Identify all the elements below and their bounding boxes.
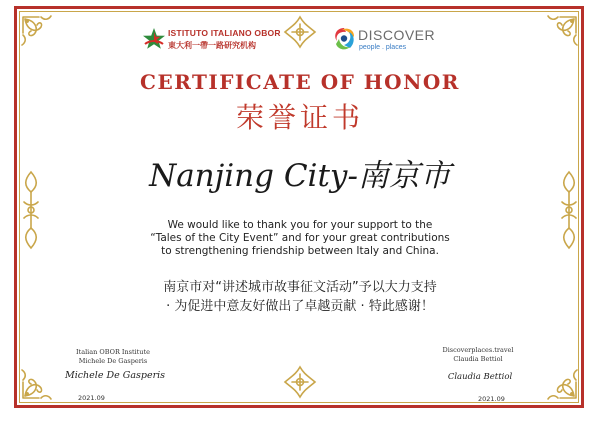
body-cn-line: 南京市对“讲述城市故事征文活动”予以大力支持 <box>163 280 437 295</box>
body-text-chinese <box>80 278 520 316</box>
corner-ornament-top-right <box>540 13 580 53</box>
signature-right: Claudia Bettiol <box>447 372 513 382</box>
date-left: 2021.09 <box>78 394 105 402</box>
body-text-english <box>120 219 480 258</box>
body-en-line: We would like to thank you for your support to the <box>167 219 433 231</box>
obor-star-icon <box>142 27 166 51</box>
certificate-title-english: CERTIFICATE OF HONOR <box>140 70 460 94</box>
discover-logo <box>332 25 452 55</box>
obor-name-chinese: 東大利一帶一路研究机构 <box>168 41 256 50</box>
body-cn-line: · 为促进中意友好做出了卓越贡献 · 特此感谢！ <box>166 299 434 314</box>
corner-ornament-top-left <box>19 13 59 53</box>
signatory-right-name: Claudia Bettiol <box>453 354 503 363</box>
bottom-center-ornament <box>282 364 318 400</box>
signatory-left-name: Michele De Gasperis <box>78 356 148 365</box>
discover-name: DISCOVER <box>358 27 436 43</box>
certificate-title-chinese: 荣誉证书 <box>235 101 364 134</box>
recipient-name: Nanjing City-南京市 <box>149 158 451 194</box>
signature-left: Michele De Gasperis <box>64 370 166 381</box>
date-right: 2021.09 <box>478 395 505 403</box>
obor-logo <box>142 25 281 55</box>
corner-ornament-bottom-left <box>19 362 59 402</box>
signatory-right-org: Discoverplaces.travel <box>442 346 514 354</box>
discover-tagline: people . places <box>359 44 407 51</box>
body-en-line: to strengthening friendship between Italy and China. <box>161 245 439 257</box>
signatory-left-org: Italian OBOR Institute <box>76 348 150 356</box>
obor-name-italian: ISTITUTO ITALIANO OBOR <box>168 28 281 38</box>
discover-swirl-icon <box>332 26 356 52</box>
corner-ornament-bottom-right <box>540 362 580 402</box>
body-en-line: “Tales of the City Event” and for your great contributions <box>150 232 450 244</box>
signatory-right <box>418 346 538 363</box>
top-center-ornament <box>282 14 318 50</box>
signatory-left <box>58 348 168 365</box>
